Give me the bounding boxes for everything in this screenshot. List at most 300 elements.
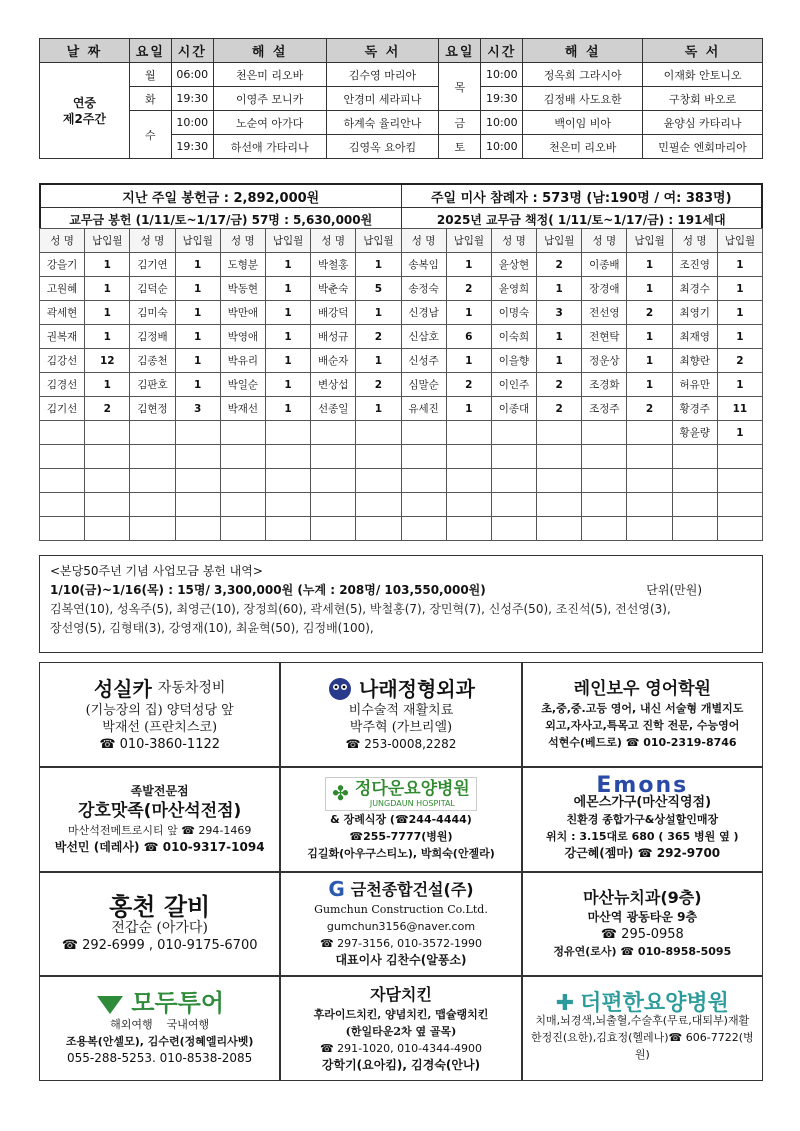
member-name: 최향란 xyxy=(672,349,717,373)
member-months xyxy=(537,445,582,469)
donor-names-line-2: 장선영(5), 김형태(3), 강영재(10), 최윤혁(50), 김정배(100), xyxy=(50,621,374,635)
member-name: 윤상현 xyxy=(491,253,536,277)
member-months xyxy=(537,517,582,541)
member-name xyxy=(582,421,627,445)
member-months xyxy=(85,493,130,517)
ad-title-row xyxy=(95,990,224,1016)
member-name xyxy=(130,445,175,469)
commentary-cell: 김정배 사도요한 xyxy=(523,87,643,111)
member-name xyxy=(40,445,85,469)
header-name: 성 명 xyxy=(401,229,446,253)
member-row xyxy=(40,469,763,493)
ad-name: 자담치킨 xyxy=(370,984,432,1004)
ad-line: (한일타운2차 옆 골목) xyxy=(345,1024,457,1038)
member-name: 박춘숙 xyxy=(311,277,356,301)
header-name: 성 명 xyxy=(672,229,717,253)
reading-cell: 윤양심 카타리나 xyxy=(643,111,763,135)
unit-label: 단위(만원) xyxy=(646,583,702,597)
member-months: 2 xyxy=(537,373,582,397)
header-months: 납입월 xyxy=(627,229,672,253)
member-months: 1 xyxy=(85,373,130,397)
member-months xyxy=(627,469,672,493)
ad-narae-orthopedics xyxy=(280,662,521,767)
member-months: 1 xyxy=(85,253,130,277)
member-months xyxy=(627,517,672,541)
ad-name: 금천종합건설(주) xyxy=(350,879,474,899)
member-name: 곽세현 xyxy=(40,301,85,325)
ad-owner: 정유연(로사) ☎ 010-8958-5095 xyxy=(553,945,732,959)
member-name xyxy=(311,469,356,493)
member-months: 1 xyxy=(265,325,310,349)
member-name xyxy=(130,517,175,541)
member-name xyxy=(672,445,717,469)
ad-line: 치매,뇌경색,뇌출혈,수술후(무료,대퇴부)재활 xyxy=(535,1013,750,1027)
member-months: 1 xyxy=(627,277,672,301)
member-name: 정운상 xyxy=(582,349,627,373)
member-months: 2 xyxy=(627,301,672,325)
header-months: 납입월 xyxy=(265,229,310,253)
day-cell: 수 xyxy=(129,111,171,159)
parish-dues: 교무금 봉헌 (1/11/토~1/17/금) 57명 : 5,630,000원 xyxy=(69,212,373,227)
header-commentary-2: 해 설 xyxy=(523,39,643,63)
member-name: 배성규 xyxy=(311,325,356,349)
member-name xyxy=(311,517,356,541)
cross-logo-icon: ✚ xyxy=(555,990,575,1016)
header-date: 날 짜 xyxy=(40,39,130,63)
commentary-cell: 백이임 비아 xyxy=(523,111,643,135)
member-months: 5 xyxy=(356,277,401,301)
header-name: 성 명 xyxy=(130,229,175,253)
header-time-2: 시간 xyxy=(481,39,523,63)
member-months: 11 xyxy=(717,397,762,421)
member-name: 이종배 xyxy=(582,253,627,277)
member-months xyxy=(627,445,672,469)
sponsor-ads-grid xyxy=(39,662,763,1081)
commentary-cell: 이영주 모니카 xyxy=(213,87,326,111)
ad-phone: ☎ 295-0958 xyxy=(600,927,684,943)
day-cell: 월 xyxy=(129,63,171,87)
member-name: 도형분 xyxy=(220,253,265,277)
ad-deopyeonhan-hospital xyxy=(522,976,763,1081)
ad-line: 외고,자사고,특목고 진학 전문, 수능영어 xyxy=(545,718,740,732)
member-name xyxy=(220,517,265,541)
member-name xyxy=(40,469,85,493)
member-name: 이숙희 xyxy=(491,325,536,349)
time-cell: 19:30 xyxy=(171,135,213,159)
commentary-cell: 천은미 리오바 xyxy=(523,135,643,159)
member-months: 1 xyxy=(175,277,220,301)
ad-hongcheon-galbi xyxy=(39,872,280,977)
ad-masan-new-dental xyxy=(522,872,763,977)
header-name: 성 명 xyxy=(491,229,536,253)
header-months: 납입월 xyxy=(85,229,130,253)
member-name: 황경주 xyxy=(672,397,717,421)
time-cell: 10:00 xyxy=(481,111,523,135)
commentary-cell: 하선애 가타리나 xyxy=(213,135,326,159)
header-months: 납입월 xyxy=(356,229,401,253)
reading-cell: 민필순 엔회마리아 xyxy=(643,135,763,159)
member-name xyxy=(401,493,446,517)
member-name: 전현탁 xyxy=(582,325,627,349)
ad-phone: ☎ 253-0008,2282 xyxy=(345,736,457,751)
header-months: 납입월 xyxy=(175,229,220,253)
member-months: 1 xyxy=(175,349,220,373)
schedule-header-row xyxy=(40,39,763,63)
member-months xyxy=(265,421,310,445)
reading-cell: 이재화 안토니오 xyxy=(643,63,763,87)
day-cell: 목 xyxy=(439,63,481,111)
member-months: 2 xyxy=(356,325,401,349)
anniversary-title: <본당50주년 기념 사업모금 봉헌 내역> xyxy=(50,564,263,578)
member-months xyxy=(446,517,491,541)
ad-line: 위치 : 3.15대로 680 ( 365 병원 옆 ) xyxy=(546,829,739,843)
header-months: 납입월 xyxy=(446,229,491,253)
member-row xyxy=(40,421,763,445)
member-months: 1 xyxy=(446,397,491,421)
member-months: 1 xyxy=(537,277,582,301)
member-name: 박일순 xyxy=(220,373,265,397)
summary-row xyxy=(41,185,761,208)
mascot-icon xyxy=(327,676,353,702)
member-row xyxy=(40,373,763,397)
ad-name: 정다운요양병원 xyxy=(354,778,470,799)
member-name: 이인주 xyxy=(491,373,536,397)
member-months: 1 xyxy=(717,421,762,445)
member-months: 2 xyxy=(537,397,582,421)
ad-line: 석현수(베드로) ☎ 010-2319-8746 xyxy=(548,735,737,749)
header-name: 성 명 xyxy=(40,229,85,253)
member-name: 김강선 xyxy=(40,349,85,373)
member-row xyxy=(40,277,763,301)
member-months: 1 xyxy=(265,277,310,301)
member-months xyxy=(356,421,401,445)
member-name xyxy=(491,445,536,469)
member-months: 1 xyxy=(175,373,220,397)
member-name: 김종천 xyxy=(130,349,175,373)
member-months: 1 xyxy=(717,373,762,397)
member-name: 최경수 xyxy=(672,277,717,301)
member-name xyxy=(672,469,717,493)
member-name xyxy=(491,517,536,541)
ad-english-name: Gumchun Construction Co.Ltd. xyxy=(314,902,488,916)
member-name: 신성주 xyxy=(401,349,446,373)
member-name xyxy=(220,445,265,469)
member-name: 이을향 xyxy=(491,349,536,373)
reading-cell: 안경미 세라피나 xyxy=(326,87,439,111)
member-months: 1 xyxy=(265,253,310,277)
member-name: 권복재 xyxy=(40,325,85,349)
member-name: 박재선 xyxy=(220,397,265,421)
member-months xyxy=(537,493,582,517)
header-months: 납입월 xyxy=(717,229,762,253)
member-months: 1 xyxy=(265,397,310,421)
member-name xyxy=(401,517,446,541)
ad-phone: 055-288-5253. 010-8538-2085 xyxy=(67,1051,253,1066)
anniversary-summary-line: 1/10(금)~1/16(목) : 15명/ 3,300,000원 (누계 : 208명/ 103,550,000원) xyxy=(50,583,486,597)
member-name: 최영기 xyxy=(672,301,717,325)
member-months: 1 xyxy=(717,325,762,349)
ad-name: 에몬스가구(마산직영점) xyxy=(573,794,712,810)
member-months xyxy=(717,493,762,517)
member-name: 신경남 xyxy=(401,301,446,325)
ad-title-row xyxy=(555,990,729,1016)
commentary-cell: 정옥희 그라시아 xyxy=(523,63,643,87)
member-name: 김덕순 xyxy=(130,277,175,301)
ad-name: 모두투어 xyxy=(131,988,225,1017)
emons-logo: Emons xyxy=(596,772,689,798)
ad-logo-box xyxy=(325,777,477,811)
period-label: 연중 제2주간 xyxy=(40,63,130,159)
member-name: 박철홍 xyxy=(311,253,356,277)
member-months: 1 xyxy=(85,277,130,301)
member-months: 1 xyxy=(627,373,672,397)
ad-line: 강근혜(젬마) ☎ 292-9700 xyxy=(564,845,721,860)
schedule-row xyxy=(40,63,763,87)
member-months: 1 xyxy=(175,301,220,325)
ad-title-row xyxy=(328,879,473,901)
commentary-cell: 천은미 리오바 xyxy=(213,63,326,87)
member-months: 2 xyxy=(537,253,582,277)
ad-email: gumchun3156@naver.com xyxy=(326,919,476,933)
member-months: 1 xyxy=(85,301,130,325)
member-name xyxy=(582,445,627,469)
member-name xyxy=(401,445,446,469)
member-name xyxy=(40,517,85,541)
member-row xyxy=(40,517,763,541)
ad-location: 마산역 광동타운 9층 xyxy=(587,910,698,925)
member-name: 이종대 xyxy=(491,397,536,421)
time-cell: 19:30 xyxy=(481,87,523,111)
member-name xyxy=(401,421,446,445)
offering-summary xyxy=(39,183,763,232)
ad-type: 자동차정비 xyxy=(157,680,226,697)
ad-logo-text xyxy=(355,779,470,809)
ad-owner: 대표이사 김찬수(알퐁소) xyxy=(335,952,467,967)
dues-member-table xyxy=(39,228,763,541)
member-months: 1 xyxy=(356,301,401,325)
day-cell: 화 xyxy=(129,87,171,111)
member-name: 송복임 xyxy=(401,253,446,277)
member-months: 2 xyxy=(446,277,491,301)
ad-line: ☎255-7777(병원) xyxy=(349,829,453,843)
ad-owner: 박주혁 (가브리엘) xyxy=(349,719,453,735)
member-months: 1 xyxy=(175,253,220,277)
member-header-row xyxy=(40,229,763,253)
member-name xyxy=(672,517,717,541)
ad-title-row xyxy=(327,676,475,702)
member-row xyxy=(40,253,763,277)
member-months xyxy=(627,421,672,445)
member-months: 2 xyxy=(446,373,491,397)
member-name: 조정주 xyxy=(582,397,627,421)
member-months: 2 xyxy=(85,397,130,421)
member-months: 1 xyxy=(175,325,220,349)
member-months xyxy=(717,517,762,541)
ad-kangho-jokbal xyxy=(39,767,280,872)
member-row xyxy=(40,349,763,373)
member-months xyxy=(175,493,220,517)
member-name xyxy=(311,421,356,445)
member-name xyxy=(491,493,536,517)
member-months: 6 xyxy=(446,325,491,349)
ad-phone: ☎ 292-6999 , 010-9175-6700 xyxy=(61,937,258,953)
ad-jungdaun-hospital xyxy=(280,767,521,872)
member-name xyxy=(130,493,175,517)
member-months: 1 xyxy=(537,349,582,373)
member-name: 송정숙 xyxy=(401,277,446,301)
ad-owner: 박선민 (데레사) ☎ 010-9317-1094 xyxy=(54,839,265,854)
member-months: 1 xyxy=(717,301,762,325)
member-months xyxy=(356,517,401,541)
ad-owner: 조용복(안셀모), 김수련(정혜엘리사벳) xyxy=(65,1035,254,1049)
member-name: 이명숙 xyxy=(491,301,536,325)
member-months: 1 xyxy=(356,397,401,421)
member-months xyxy=(85,445,130,469)
ad-name: 나래정형외과 xyxy=(359,676,475,701)
ad-name: 레인보우 영어학원 xyxy=(573,678,711,699)
member-months: 1 xyxy=(446,349,491,373)
ad-name: 마산뉴치과(9층) xyxy=(583,888,702,908)
ad-gumchun-construction xyxy=(280,872,521,977)
gumchun-logo-icon: G xyxy=(328,877,345,902)
modutour-logo-icon xyxy=(95,990,125,1016)
reading-cell: 하계숙 율리안나 xyxy=(326,111,439,135)
member-months xyxy=(717,445,762,469)
ad-rainbow-english xyxy=(522,662,763,767)
ad-name: 홍천 갈비 xyxy=(109,891,211,921)
ad-location: (기능장의 집) 양덕성당 앞 xyxy=(85,702,234,718)
member-name: 김기선 xyxy=(40,397,85,421)
ad-location: 마산석전메트로시티 앞 ☎ 294-1469 xyxy=(67,823,252,837)
member-name xyxy=(130,421,175,445)
member-months: 1 xyxy=(85,325,130,349)
member-name: 배순자 xyxy=(311,349,356,373)
member-months xyxy=(175,445,220,469)
member-months xyxy=(175,421,220,445)
member-months: 3 xyxy=(537,301,582,325)
ad-owner: 강학기(요아킴), 김경숙(안나) xyxy=(321,1057,481,1072)
ad-line: 친환경 종합가구&상설할인매장 xyxy=(566,812,719,826)
member-months xyxy=(85,517,130,541)
member-name: 변상섭 xyxy=(311,373,356,397)
ad-line: 초,중,중.고등 영어, 내신 서술형 개별지도 xyxy=(541,701,744,715)
ad-category: 족발전문점 xyxy=(130,783,189,798)
member-months: 1 xyxy=(265,301,310,325)
member-name xyxy=(311,445,356,469)
member-months xyxy=(265,517,310,541)
member-months: 3 xyxy=(175,397,220,421)
header-day-2: 요일 xyxy=(439,39,481,63)
time-cell: 10:00 xyxy=(481,135,523,159)
reading-cell: 김영옥 요아킴 xyxy=(326,135,439,159)
member-name xyxy=(582,517,627,541)
ad-name: 강호맛족(마산석전점) xyxy=(77,800,242,821)
member-name: 김미숙 xyxy=(130,301,175,325)
member-name: 유세진 xyxy=(401,397,446,421)
member-months xyxy=(446,469,491,493)
member-row xyxy=(40,493,763,517)
ad-owner: 박재선 (프란치스코) xyxy=(102,719,218,735)
member-row xyxy=(40,397,763,421)
ad-emons-furniture xyxy=(522,767,763,872)
time-cell: 10:00 xyxy=(171,111,213,135)
ad-line: 후라이드치킨, 양념치킨, 맵슐랭치킨 xyxy=(313,1007,489,1021)
member-name xyxy=(220,469,265,493)
header-name: 성 명 xyxy=(311,229,356,253)
member-name: 장경애 xyxy=(582,277,627,301)
member-name: 전선영 xyxy=(582,301,627,325)
member-months: 1 xyxy=(446,253,491,277)
member-months: 1 xyxy=(627,325,672,349)
member-name: 김기연 xyxy=(130,253,175,277)
member-months xyxy=(446,445,491,469)
member-name: 조진영 xyxy=(672,253,717,277)
member-name xyxy=(491,421,536,445)
member-months: 1 xyxy=(356,253,401,277)
header-name: 성 명 xyxy=(220,229,265,253)
member-months: 1 xyxy=(265,373,310,397)
member-months: 1 xyxy=(537,325,582,349)
ad-subtitle: 해외여행 국내여행 xyxy=(110,1018,210,1032)
member-name xyxy=(220,493,265,517)
ad-line: 한정진(요한),김효정(헬레나)☎ 606-7722(병원) xyxy=(531,1030,754,1061)
member-months: 1 xyxy=(717,277,762,301)
reading-cell: 구창회 바오로 xyxy=(643,87,763,111)
day-cell: 토 xyxy=(439,135,481,159)
member-name xyxy=(311,493,356,517)
member-name: 선종일 xyxy=(311,397,356,421)
member-name: 박영애 xyxy=(220,325,265,349)
member-name xyxy=(672,493,717,517)
ad-phone: ☎ 297-3156, 010-3572-1990 xyxy=(319,936,483,950)
dues-registered: 2025년 교무금 책정( 1/11/토~1/17/금) : 191세대 xyxy=(401,208,762,230)
member-months xyxy=(356,469,401,493)
member-months xyxy=(446,493,491,517)
member-months: 1 xyxy=(627,349,672,373)
member-name: 최재영 xyxy=(672,325,717,349)
member-months xyxy=(85,421,130,445)
member-months xyxy=(175,469,220,493)
member-name: 황윤량 xyxy=(672,421,717,445)
schedule-row xyxy=(40,87,763,111)
member-row xyxy=(40,325,763,349)
header-name: 성 명 xyxy=(582,229,627,253)
member-name: 강을기 xyxy=(40,253,85,277)
member-name: 고원혜 xyxy=(40,277,85,301)
schedule-row xyxy=(40,111,763,135)
member-months xyxy=(627,493,672,517)
ad-description: 비수술적 재활치료 xyxy=(348,702,454,718)
ad-english-name: JUNGDAUN HOSPITAL xyxy=(369,798,455,808)
member-name: 김판호 xyxy=(130,373,175,397)
member-months: 1 xyxy=(356,349,401,373)
member-months: 1 xyxy=(265,349,310,373)
member-row xyxy=(40,445,763,469)
member-name: 윤영희 xyxy=(491,277,536,301)
member-months xyxy=(85,469,130,493)
clover-logo-icon: ✤ xyxy=(332,781,349,806)
member-name: 박만애 xyxy=(220,301,265,325)
member-row xyxy=(40,301,763,325)
member-name: 박유리 xyxy=(220,349,265,373)
mass-attendance: 주일 미사 참례자 : 573명 (남:190명 / 여: 383명) xyxy=(401,185,762,207)
member-name xyxy=(130,469,175,493)
member-months xyxy=(265,469,310,493)
member-name: 김현정 xyxy=(130,397,175,421)
member-name xyxy=(40,493,85,517)
ad-phone: ☎ 291-1020, 010-4344-4900 xyxy=(319,1041,483,1055)
header-reading: 독 서 xyxy=(326,39,439,63)
